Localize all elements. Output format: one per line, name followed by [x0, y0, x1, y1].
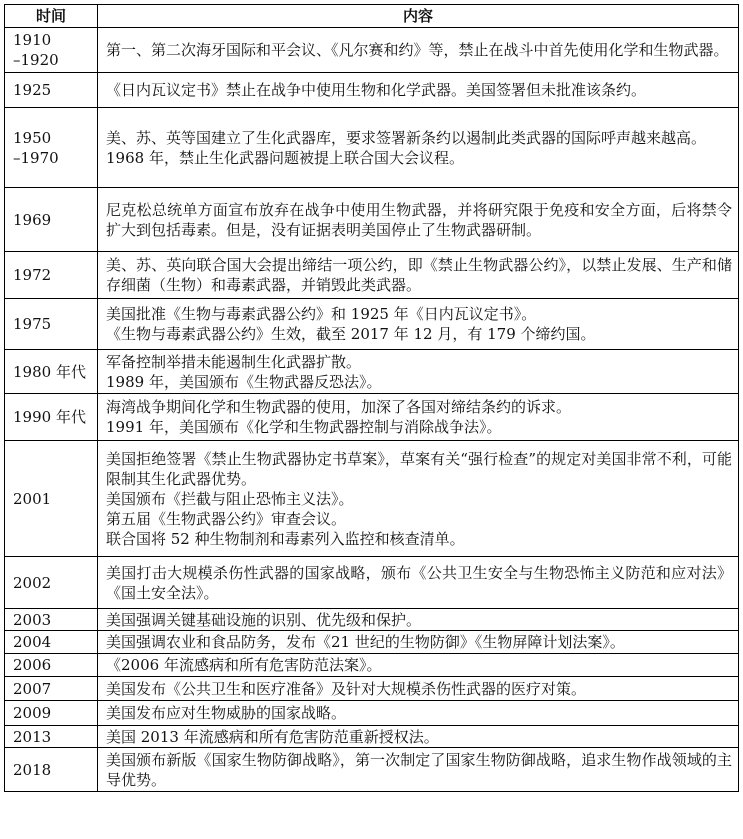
row-time: 1925	[5, 73, 98, 108]
row-content	[98, 299, 739, 350]
table-row	[5, 299, 739, 350]
table-row	[5, 726, 739, 748]
content-line: 美国颁布新版《国家生物防御战略》，第一次制定了国家生物防御战略，追求生物作战领域的主导优势。	[106, 750, 732, 789]
content-line: 美国颁布《拦截与阻止恐怖主义法》。	[106, 489, 354, 508]
content-line: 尼克松总统单方面宣布放弃在战争中使用生物武器，并将研究限于免疫和安全方面，后将禁令扩大到包括毒素。但是，没有证据表明美国停止了生物武器研制。	[106, 200, 732, 239]
table-row	[5, 748, 739, 792]
header-content: 内容	[98, 5, 739, 28]
table-row	[5, 73, 739, 108]
content-line: 美、苏、英等国建立了生化武器库，要求签署新条约以遏制此类武器的国际呼声越来越高。	[106, 128, 707, 147]
content-line: 军备控制举措未能遏制生化武器扩散。	[106, 352, 362, 371]
content-line: 美国打击大规模杀伤性武器的国家战略，颁布《公共卫生安全与生物恐怖主义防范和应对法》《国土安全法》。	[106, 563, 732, 602]
row-time: 1990 年代	[5, 394, 98, 441]
row-content	[98, 441, 739, 557]
content-line: 美国强调关键基础设施的识别、优先级和保护。	[106, 610, 422, 629]
timeline-table	[4, 4, 739, 792]
row-time: 2018	[5, 748, 98, 792]
row-content	[98, 73, 739, 108]
table-row	[5, 557, 739, 609]
row-content	[98, 748, 739, 792]
content-line: 海湾战争期间化学和生物武器的使用，加深了各国对缔结条约的诉求。	[106, 398, 572, 416]
row-content	[98, 188, 739, 252]
row-time: 1910 –1920	[5, 28, 98, 73]
table-row	[5, 394, 739, 441]
row-time: 2006	[5, 654, 98, 677]
row-content	[98, 28, 739, 73]
row-content	[98, 108, 739, 188]
content-line: 美国拒绝签署《禁止生物武器协定书草案》，草案有关“强行检查”的规定对美国非常不利，可能限制其生化武器优势。	[106, 449, 732, 488]
content-line: 第一、第二次海牙国际和平会议、《凡尔赛和约》等，禁止在战斗中首先使用化学和生物武器。	[106, 41, 729, 59]
content-line: 《日内瓦议定书》禁止在战争中使用生物和化学武器。美国签署但未批准该条约。	[106, 81, 647, 99]
row-time: 2004	[5, 631, 98, 654]
row-content	[98, 609, 739, 631]
table-row	[5, 28, 739, 73]
content-line: 美国发布《公共卫生和医疗准备》及针对大规模杀伤性武器的医疗对策。	[106, 679, 587, 698]
table-row	[5, 441, 739, 557]
row-time: 1980 年代	[5, 350, 98, 394]
header-row	[5, 5, 739, 28]
timeline-body	[5, 28, 739, 792]
row-time: 1972	[5, 252, 98, 299]
row-time: 2001	[5, 441, 98, 557]
table-row	[5, 654, 739, 677]
content-line: 美国发布应对生物威胁的国家战略。	[106, 704, 347, 722]
row-content	[98, 557, 739, 609]
row-content	[98, 252, 739, 299]
row-content	[98, 394, 739, 441]
content-line: 美国强调农业和食品防务，发布《21 世纪的生物防御》《生物屏障计划法案》。	[106, 633, 625, 651]
content-line: 联合国将 52 种生物制剂和毒素列入监控和核查清单。	[106, 529, 465, 548]
content-line: 美国 2013 年流感病和所有危害防范重新授权法。	[106, 727, 439, 746]
row-time: 2009	[5, 701, 98, 726]
row-content	[98, 350, 739, 394]
row-content	[98, 701, 739, 726]
content-line: 《2006 年流感病和所有危害防范法案》。	[106, 656, 382, 674]
table-row	[5, 609, 739, 631]
content-line: 1968 年，禁止生化武器问题被提上联合国大会议程。	[106, 148, 464, 167]
content-line: 1991 年，美国颁布《化学和生物武器控制与消除战争法》。	[106, 418, 502, 436]
table-row	[5, 631, 739, 654]
row-time: 2007	[5, 677, 98, 701]
table-row	[5, 108, 739, 188]
content-line: 1989 年，美国颁布《生物武器反恐法》。	[106, 372, 382, 391]
row-content	[98, 677, 739, 701]
row-time: 1975	[5, 299, 98, 350]
row-content	[98, 631, 739, 654]
content-line: 美国批准《生物与毒素武器公约》和 1925 年《日内瓦议定书》。	[106, 305, 537, 323]
content-line: 第五届《生物武器公约》审查会议。	[106, 509, 347, 528]
table-row	[5, 677, 739, 701]
row-content	[98, 726, 739, 748]
row-time: 2003	[5, 609, 98, 631]
row-content	[98, 654, 739, 677]
content-line: 美、苏、英向联合国大会提出缔结一项公约，即《禁止生物武器公约》，以禁止发展、生产和储存细菌（生物）和毒素武器，并销毁此类武器。	[106, 256, 732, 294]
row-time: 2002	[5, 557, 98, 609]
row-time: 1950 –1970	[5, 108, 98, 188]
row-time: 2013	[5, 726, 98, 748]
table-row	[5, 701, 739, 726]
table-row	[5, 188, 739, 252]
header-time: 时间	[5, 5, 98, 28]
table-row	[5, 350, 739, 394]
content-line: 《生物与毒素武器公约》生效，截至 2017 年 12 月，有 179 个缔约国。	[106, 325, 596, 343]
row-time: 1969	[5, 188, 98, 252]
table-row	[5, 252, 739, 299]
